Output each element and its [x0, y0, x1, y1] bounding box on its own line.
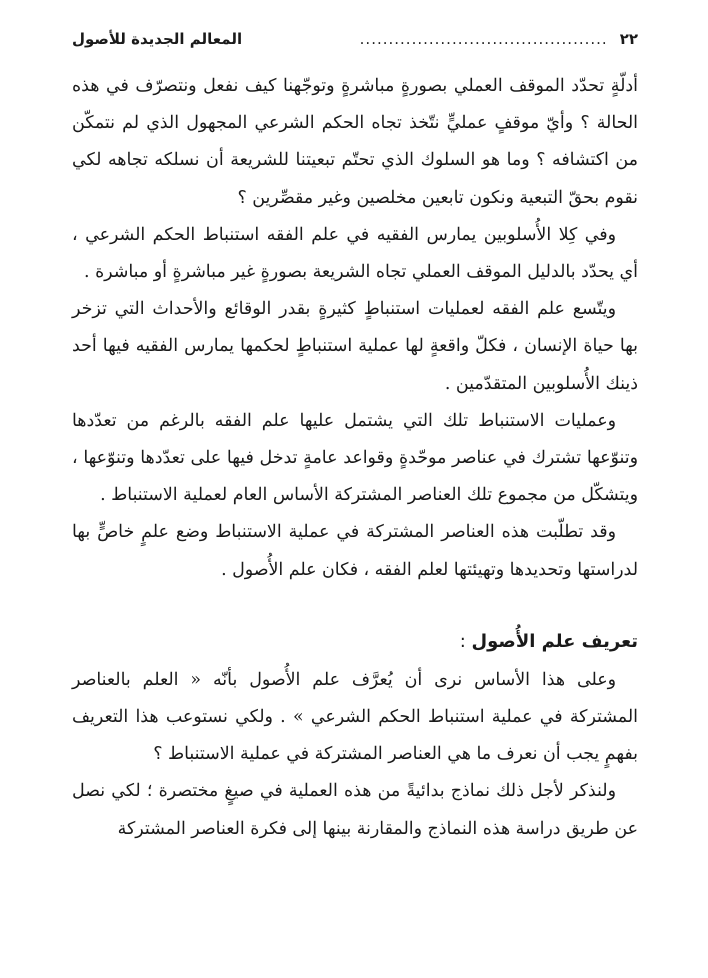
- section-heading: [72, 622, 638, 662]
- paragraph-6: وعلى هذا الأساس نرى أن يُعرَّف علم الأُصول بأنّه « العلم بالعناصر المشتركة في عملية استنباط الحكم الشرعي » . ولكي نستوعب هذا التعريف بفهمٍ يجب أن نعرف ما هي العناصر المشتركة في عملية الاستنباط ؟: [72, 669, 638, 765]
- paragraph-4: وعمليات الاستنباط تلك التي يشتمل عليها علم الفقه بالرغم من تعدّدها وتنوّعها تشترك في عناصر موحّدةٍ وقواعد عامةٍ تدخل فيها على تعدّدها وتنوّعها ، ويتشكّل من مجموع تلك العناصر المشتركة الأساس العام لعملية الاستنباط .: [72, 410, 638, 506]
- paragraph-2: وفي كِلا الأُسلوبين يمارس الفقيه في علم الفقه استنباط الحكم الشرعي ، أي يحدّد بالدليل الموقف العملي تجاه الشريعة بصورةٍ غير مباشرةٍ أو مباشرة .: [72, 224, 638, 283]
- page-number: ٢٢: [619, 30, 638, 48]
- paragraph-7: ولنذكر لأجل ذلك نماذج بدائيةً من هذه العملية في صيغٍ مختصرة ؛ لكي نصل عن طريق دراسة هذه النماذج والمقارنة بينها إلى فكرة العناصر المشتركة: [72, 781, 638, 839]
- book-title: المعالم الجديدة للأصول: [72, 30, 243, 48]
- body-text: [72, 68, 638, 848]
- paragraph-1: أدلّةٍ تحدّد الموقف العملي بصورةٍ مباشرةٍ وتوجّهنا كيف نفعل ونتصرّف في هذه الحالة ؟ وأيّ موقفٍ عمليٍّ نتّخذ تجاه الحكم الشرعي المجهول الذي لم نتمكّن من اكتشافه ؟ وما هو السلوك الذي تحتّم تبعيتنا للشريعة أن نسلكه تجاهه لكي نقوم بحقّ التبعية ونكون تابعين مخلصين وغير مقصِّرين ؟: [72, 76, 638, 208]
- running-header: [72, 22, 638, 56]
- dot-leader: ...........................................: [359, 30, 608, 48]
- section-heading-colon: :: [459, 630, 472, 652]
- book-page: [72, 22, 638, 848]
- paragraph-5: وقد تطلّبت هذه العناصر المشتركة في عملية الاستنباط وضع علمٍ خاصٍّ بها لدراستها وتحديدها وتهيئتها لعلم الفقه ، فكان علم الأُصول .: [72, 522, 638, 580]
- paragraph-3: ويتّسع علم الفقه لعمليات استنباطٍ كثيرةٍ بقدر الوقائع والأحداث التي تزخر بها حياة الإنسان ، فكلّ واقعةٍ لها عملية استنباطٍ لحكمها يمارس الفقيه فيها أحد ذينك الأُسلوبين المتقدّمين .: [72, 299, 638, 394]
- section-heading-title: تعريف علم الأُصول: [471, 630, 638, 652]
